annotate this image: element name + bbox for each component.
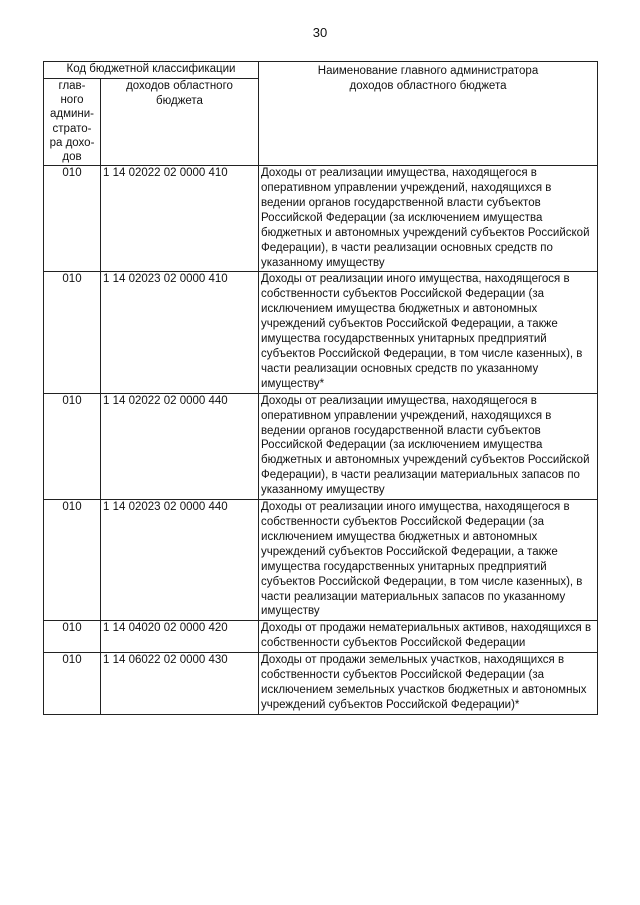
header-regional-income-text: доходов областного бюджета [126, 79, 233, 107]
header-admin-line: ра дохо- [49, 136, 95, 149]
header-administrator-name-text: Наименование главного администратора доходов областного бюджета [317, 65, 539, 92]
income-name-cell: Доходы от продажи земельных участков, находящихся в собственности субъектов Российской Федерации (за исключением земельных участков бюджетных и автономных учреждений субъектов Российской Федерации)* [259, 653, 598, 715]
admin-code-cell: 010 [44, 621, 101, 653]
header-regional-income [101, 78, 259, 165]
table-row [44, 621, 598, 653]
income-name-cell: Доходы от реализации иного имущества, находящегося в собственности субъектов Российской Федерации (за исключением имущества бюджетных и автономных учреждений субъектов Российской Федерации, а также имущества государственных унитарных предприятий субъектов Российской Федерации, в том числе казенных), в части реализации материальных запасов по указанному имуществу [259, 500, 598, 621]
income-name-cell: Доходы от реализации имущества, находящегося в оперативном управлении учреждений, находящихся в ведении органов государственной власти субъектов Российской Федерации (за исключением имущества бюджетных и автономных учреждений субъектов Российской Федерации), в части реализации основных средств по указанному имуществу [259, 166, 598, 272]
admin-code-cell: 010 [44, 500, 101, 621]
header-admin-line: дов [62, 150, 82, 163]
income-code-cell: 1 14 02022 02 0000 440 [101, 393, 259, 499]
header-admin-line: ного [60, 94, 84, 107]
budget-classification-table [43, 61, 598, 715]
header-administrator-name [259, 62, 598, 166]
header-admin-line: глав- [58, 79, 86, 92]
table-row [44, 272, 598, 393]
income-name-cell: Доходы от реализации имущества, находящегося в оперативном управлении учреждений, находящихся в ведении органов государственной власти субъектов Российской Федерации (за исключением имущества бюджетных и автономных учреждений субъектов Российской Федерации), в части реализации материальных запасов по указанному имуществу [259, 393, 598, 499]
income-name-cell: Доходы от продажи нематериальных активов, находящихся в собственности субъектов Российской Федерации [259, 621, 598, 653]
income-code-cell: 1 14 06022 02 0000 430 [101, 653, 259, 715]
header-admin-line: страто- [52, 122, 92, 135]
page-number: 30 [312, 25, 328, 40]
table-row [44, 653, 598, 715]
income-code-cell: 1 14 02023 02 0000 410 [101, 272, 259, 393]
header-admin-line: админи- [49, 108, 95, 121]
table-row [44, 500, 598, 621]
income-code-cell: 1 14 02022 02 0000 410 [101, 166, 259, 272]
admin-code-cell: 010 [44, 166, 101, 272]
header-budget-classification-code: Код бюджетной классификации [44, 62, 259, 79]
admin-code-cell: 010 [44, 393, 101, 499]
table-row [44, 393, 598, 499]
header-chief-administrator [44, 78, 101, 165]
admin-code-cell: 010 [44, 272, 101, 393]
income-name-cell: Доходы от реализации иного имущества, находящегося в собственности субъектов Российской Федерации (за исключением имущества бюджетных и автономных учреждений субъектов Российской Федерации, а также имущества государственных унитарных предприятий субъектов Российской Федерации, в том числе казенных), в части реализации основных средств по указанному имуществу* [259, 272, 598, 393]
income-code-cell: 1 14 04020 02 0000 420 [101, 621, 259, 653]
admin-code-cell: 010 [44, 653, 101, 715]
table-row [44, 166, 598, 272]
income-code-cell: 1 14 02023 02 0000 440 [101, 500, 259, 621]
